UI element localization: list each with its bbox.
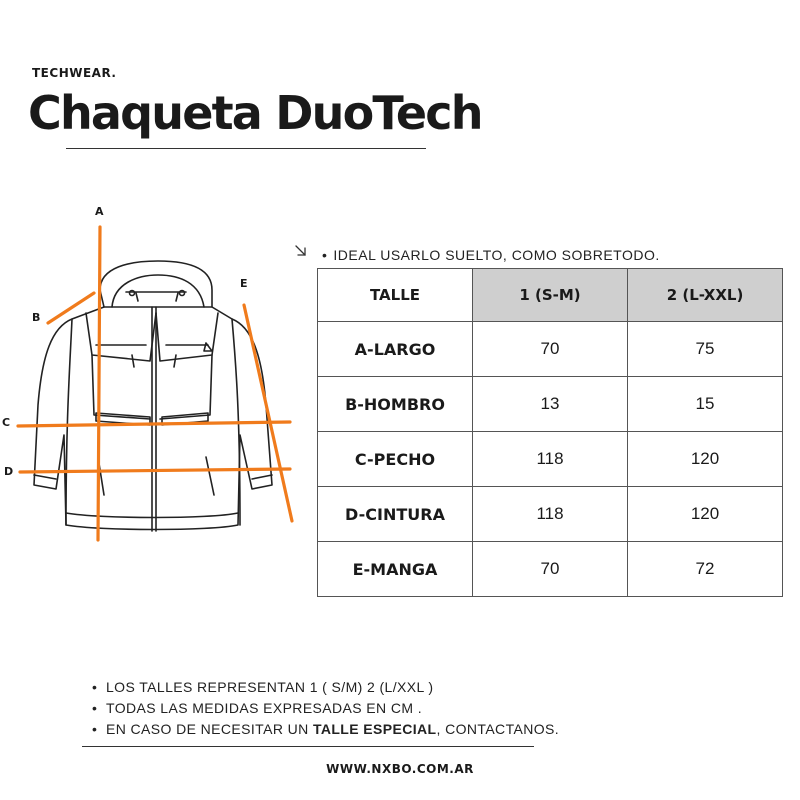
table-row (318, 542, 783, 597)
website-link[interactable]: WWW.NXBO.COM.AR (326, 762, 474, 776)
size-1-value: 118 (473, 432, 628, 487)
size-2-value: 72 (628, 542, 783, 597)
list-item (92, 677, 559, 698)
list-item (92, 719, 559, 740)
table-header-row (318, 269, 783, 322)
footer-line-3-bold: TALLE ESPECIAL (312, 721, 437, 737)
footer-notes (92, 677, 559, 740)
fit-note-text: IDEAL USARLO SUELTO, COMO SOBRETODO. (333, 247, 660, 263)
measure-label-a: A (95, 205, 104, 218)
footer-divider (82, 746, 534, 747)
row-label: B-HOMBRO (318, 377, 473, 432)
size-1-value: 118 (473, 487, 628, 542)
table-row (318, 487, 783, 542)
footer-line-1: LOS TALLES REPRESENTAN 1 ( S/M) 2 (L/XXL ) (106, 679, 434, 695)
footer-line-3-post: , CONTACTANOS. (436, 721, 560, 737)
header-talle: TALLE (318, 269, 473, 322)
size-1-value: 70 (473, 322, 628, 377)
table-row (318, 377, 783, 432)
measure-label-d: D (4, 465, 14, 478)
table-row (318, 322, 783, 377)
bullet-icon: • (92, 679, 98, 695)
brand-label: TECHWEAR. (32, 66, 117, 80)
measure-label-c: C (2, 416, 11, 429)
title-divider (66, 148, 426, 149)
size-2-value: 75 (628, 322, 783, 377)
size-table (317, 268, 783, 597)
row-label: A-LARGO (318, 322, 473, 377)
size-2-value: 120 (628, 487, 783, 542)
row-label: D-CINTURA (318, 487, 473, 542)
size-1-value: 70 (473, 542, 628, 597)
fit-note (322, 247, 660, 263)
row-label: E-MANGA (318, 542, 473, 597)
measure-line-a (98, 227, 100, 540)
hood-outline (100, 261, 212, 307)
measure-label-e: E (240, 277, 248, 290)
size-2-value: 120 (628, 432, 783, 487)
footer-line-2: TODAS LAS MEDIDAS EXPRESADAS EN CM . (106, 700, 422, 716)
bullet-icon: • (92, 721, 98, 737)
measure-line-d (20, 469, 290, 472)
footer-line-3-pre: EN CASO DE NECESITAR UN (106, 721, 313, 737)
size-1-value: 13 (473, 377, 628, 432)
list-item (92, 698, 559, 719)
header-size-2: 2 (L-XXL) (628, 269, 783, 322)
header-size-1: 1 (S-M) (473, 269, 628, 322)
bullet-icon: • (322, 247, 328, 263)
row-label: C-PECHO (318, 432, 473, 487)
jacket-diagram (0, 195, 310, 555)
measure-line-c (18, 422, 290, 426)
page-title: Chaqueta DuoTech (28, 86, 482, 140)
arrow-down-right-icon (294, 244, 308, 258)
bullet-icon: • (92, 700, 98, 716)
table-row (318, 432, 783, 487)
size-2-value: 15 (628, 377, 783, 432)
measure-label-b: B (32, 311, 41, 324)
